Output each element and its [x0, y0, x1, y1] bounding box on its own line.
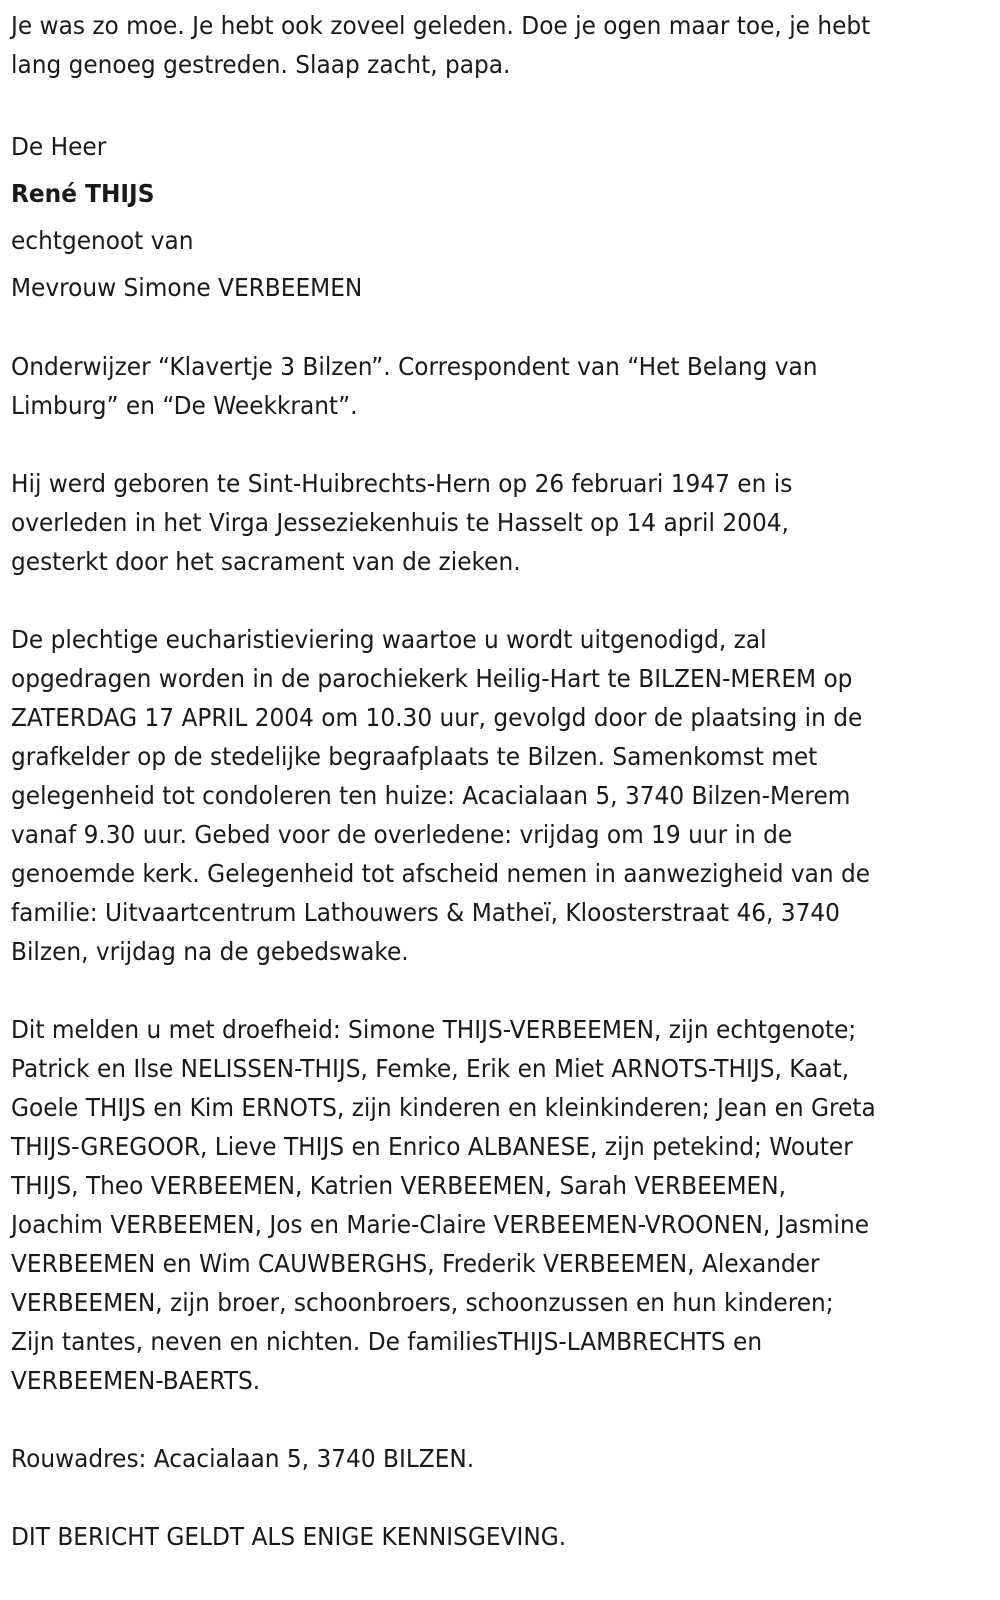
- text-line: genoemde kerk. Gelegenheid tot afscheid nemen in aanwezigheid van de: [11, 859, 871, 888]
- text-line: Onderwijzer “Klavertje 3 Bilzen”. Correspondent van “Het Belang van: [11, 352, 818, 381]
- text-line: opgedragen worden in de parochiekerk Heilig-Hart te BILZEN-MEREM op: [11, 664, 853, 693]
- text-line: Goele THIJS en Kim ERNOTS, zijn kinderen en kleinkinderen; Jean en Greta: [11, 1093, 876, 1122]
- text-line: Je was zo moe. Je hebt ook zoveel geleden. Doe je ogen maar toe, je hebt: [11, 11, 871, 40]
- text-line: Joachim VERBEEMEN, Jos en Marie-Claire VERBEEMEN-VROONEN, Jasmine: [11, 1210, 870, 1239]
- intro-paragraph: [11, 6, 1000, 84]
- text-line: De plechtige eucharistieviering waartoe u wordt uitgenodigd, zal: [11, 625, 767, 654]
- text-line: VERBEEMEN, zijn broer, schoonbroers, schoonzussen en hun kinderen;: [11, 1288, 834, 1317]
- obituary-document: [11, 6, 1000, 1595]
- ceremony-paragraph: [11, 620, 1000, 971]
- text-line: Zijn tantes, neven en nichten. De familiesTHIJS-LAMBRECHTS en: [11, 1327, 763, 1356]
- spouse-name: Mevrouw Simone VERBEEMEN: [11, 273, 363, 302]
- notice-text: DIT BERICHT GELDT ALS ENIGE KENNISGEVING.: [11, 1522, 567, 1551]
- text-line: THIJS, Theo VERBEEMEN, Katrien VERBEEMEN, Sarah VERBEEMEN,: [11, 1171, 787, 1200]
- deceased-name: René THIJS: [11, 179, 155, 208]
- text-line: Bilzen, vrijdag na de gebedswake.: [11, 937, 409, 966]
- text-line: Hij werd geboren te Sint-Huibrechts-Hern op 26 februari 1947 en is: [11, 469, 793, 498]
- notice-paragraph: [11, 1517, 1000, 1556]
- text-line: overleden in het Virga Jesseziekenhuis te Hasselt op 14 april 2004,: [11, 508, 789, 537]
- honorific: De Heer: [11, 132, 107, 161]
- text-line: THIJS-GREGOOR, Lieve THIJS en Enrico ALBANESE, zijn petekind; Wouter: [11, 1132, 853, 1161]
- text-line: Dit melden u met droefheid: Simone THIJS-VERBEEMEN, zijn echtgenote;: [11, 1015, 857, 1044]
- mourning-address: Rouwadres: Acacialaan 5, 3740 BILZEN.: [11, 1444, 475, 1473]
- text-line: familie: Uitvaartcentrum Lathouwers & Matheï, Kloosterstraat 46, 3740: [11, 898, 840, 927]
- relation-label: echtgenoot van: [11, 226, 194, 255]
- text-line: lang genoeg gestreden. Slaap zacht, papa.: [11, 50, 511, 79]
- text-line: Patrick en Ilse NELISSEN-THIJS, Femke, Erik en Miet ARNOTS-THIJS, Kaat,: [11, 1054, 850, 1083]
- text-line: vanaf 9.30 uur. Gebed voor de overledene: vrijdag om 19 uur in de: [11, 820, 793, 849]
- text-line: Limburg” en “De Weekkrant”.: [11, 391, 358, 420]
- deceased-name-block: [11, 123, 1000, 311]
- text-line: VERBEEMEN en Wim CAUWBERGHS, Frederik VERBEEMEN, Alexander: [11, 1249, 820, 1278]
- family-paragraph: [11, 1010, 1000, 1400]
- text-line: grafkelder op de stedelijke begraafplaats te Bilzen. Samenkomst met: [11, 742, 818, 771]
- text-line: gesterkt door het sacrament van de zieken.: [11, 547, 521, 576]
- text-line: gelegenheid tot condoleren ten huize: Acacialaan 5, 3740 Bilzen-Merem: [11, 781, 851, 810]
- birth-death-paragraph: [11, 464, 1000, 581]
- address-paragraph: [11, 1439, 1000, 1478]
- occupation-paragraph: [11, 347, 1000, 425]
- text-line: ZATERDAG 17 APRIL 2004 om 10.30 uur, gevolgd door de plaatsing in de: [11, 703, 863, 732]
- text-line: VERBEEMEN-BAERTS.: [11, 1366, 261, 1395]
